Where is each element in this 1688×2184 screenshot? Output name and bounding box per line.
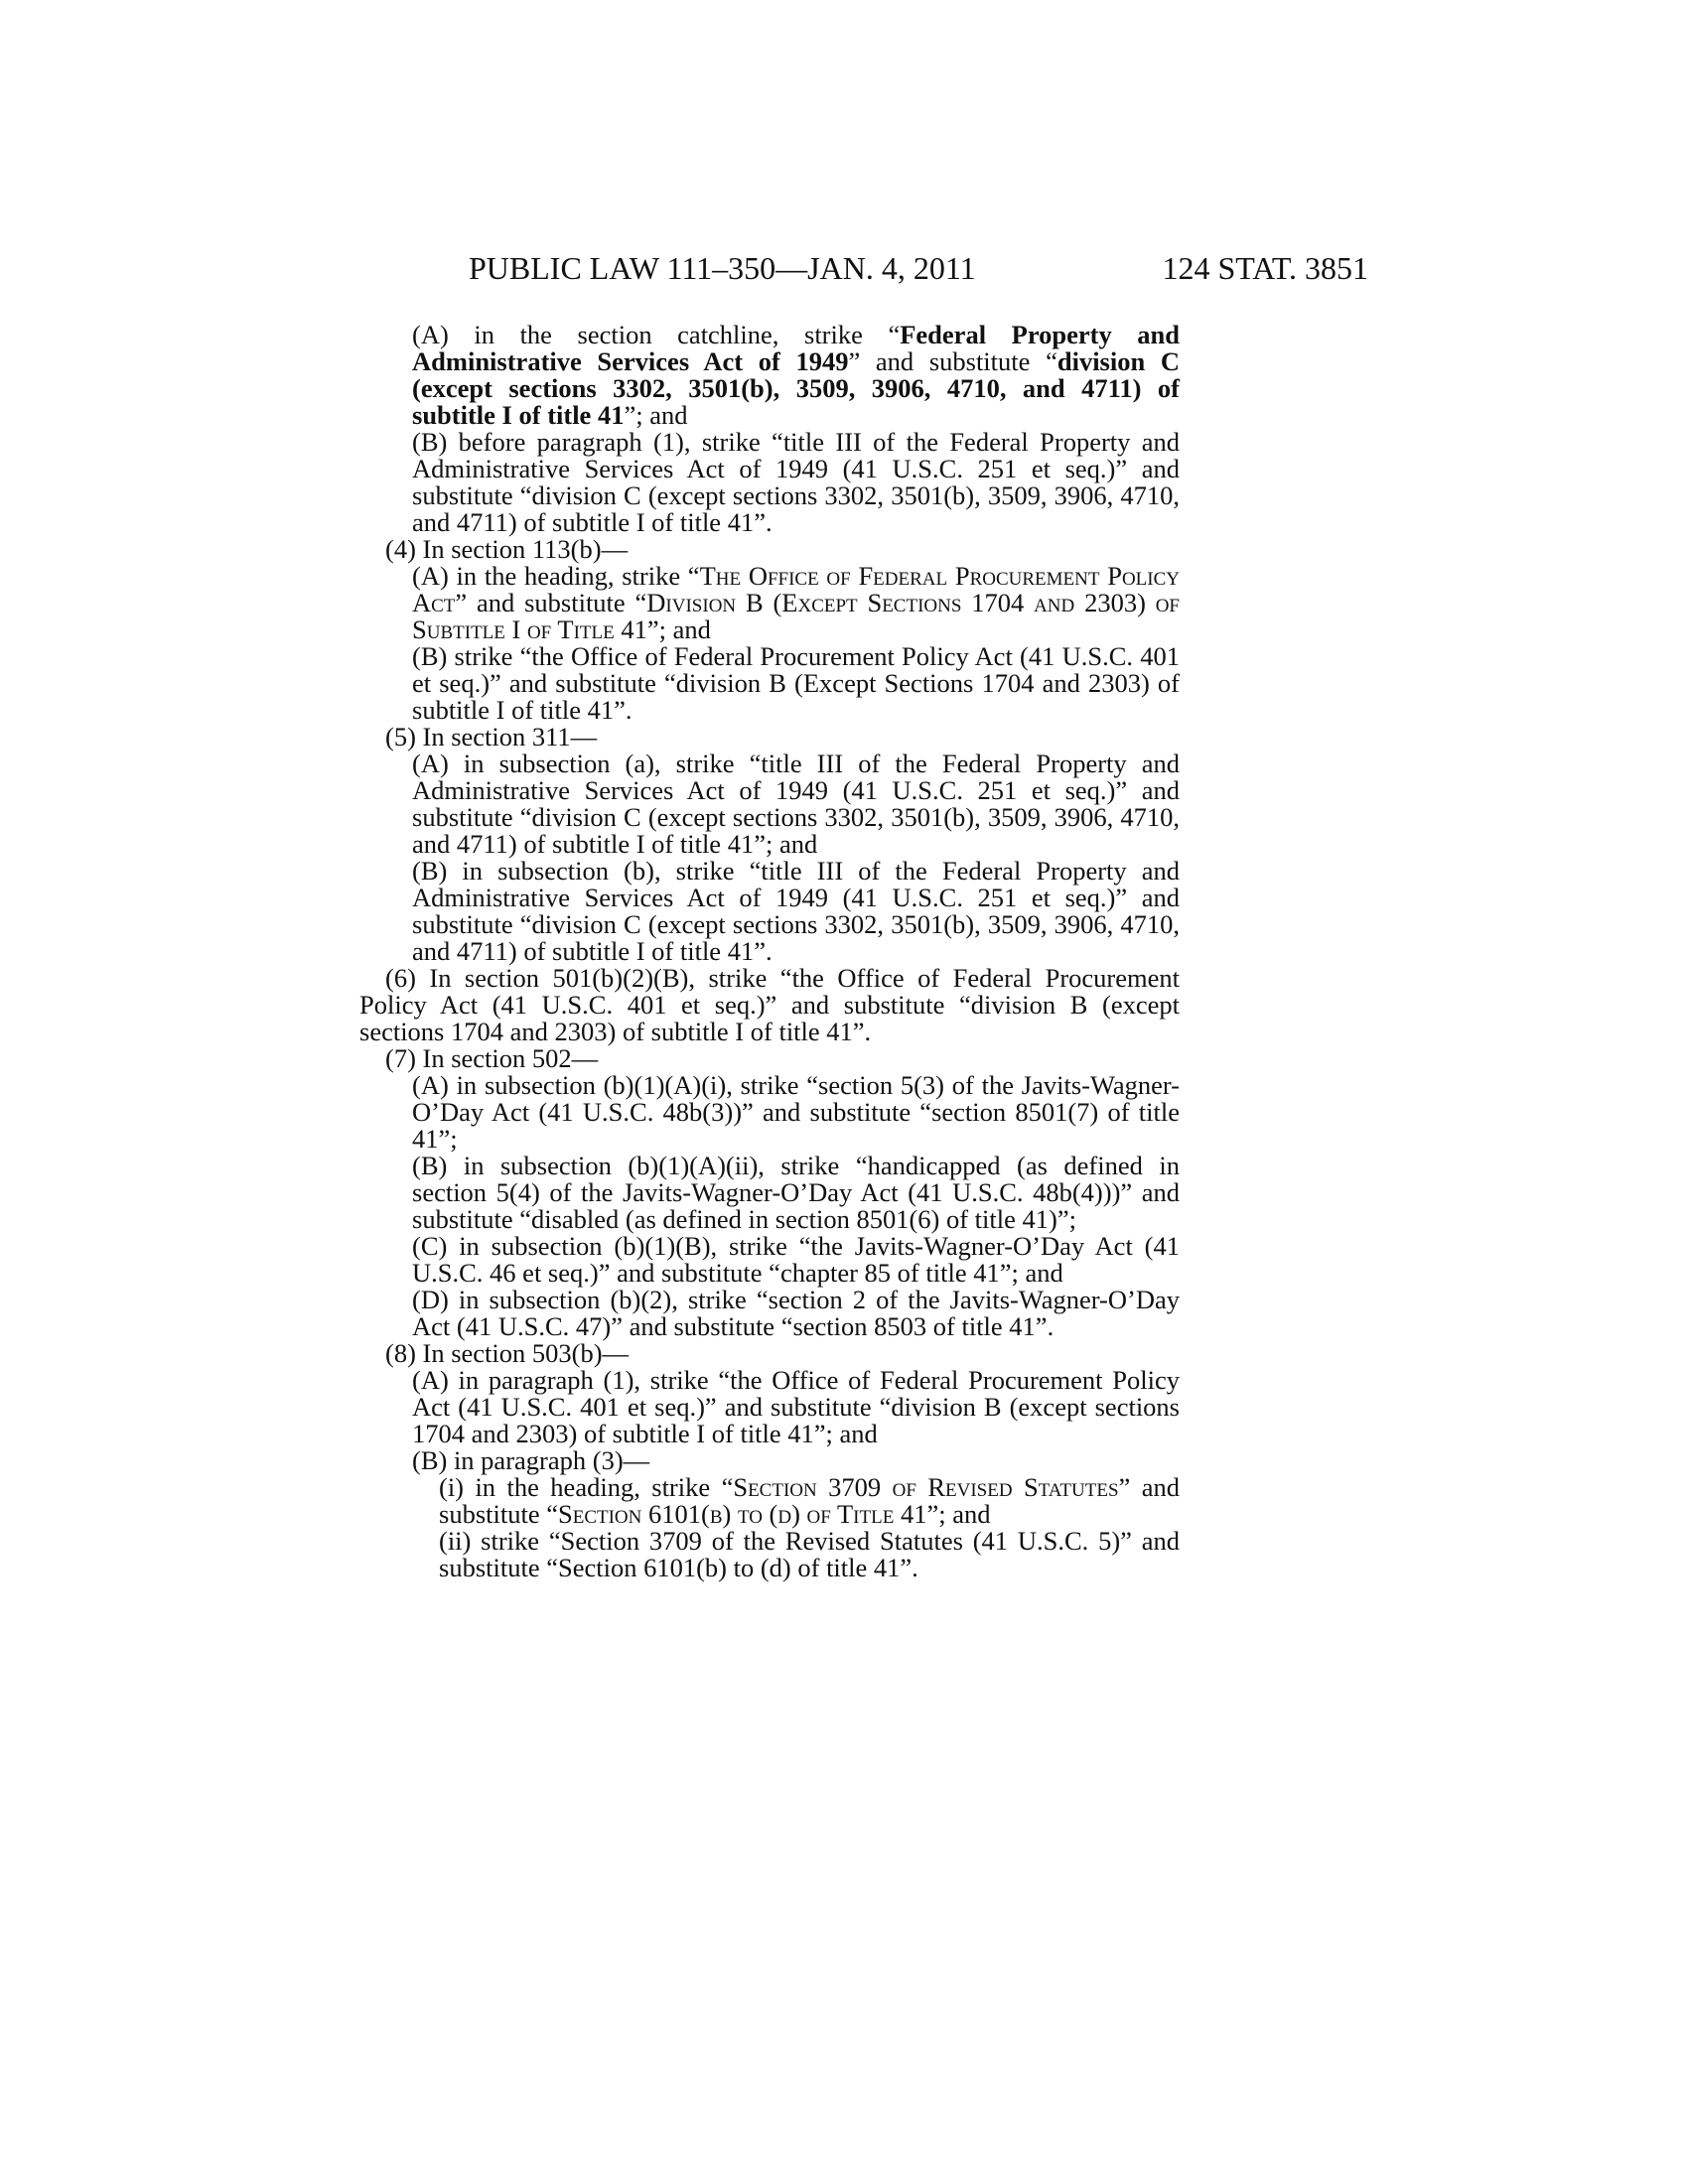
paragraph-7: (7) In section 502— <box>385 1043 599 1073</box>
paragraph-8-b-ii: (ii) strike “Section 3709 of the Revised Statutes (41 U.S.C. 5)” and substitute “Section 6101(b) to (d) of title 41”. <box>439 1526 1180 1582</box>
paragraph-8-b-i: (i) in the heading, strike “Section 3709 of Revised Statutes” and substitute “Section 6101(b) to (d) of Title 41”; and <box>439 1472 1180 1529</box>
paragraph-8: (8) In section 503(b)— <box>385 1338 630 1368</box>
document-body <box>359 322 1180 1581</box>
paragraph-6: (6) In section 501(b)(2)(B), strike “the Office of Federal Procurement Policy Act (41 U.S.C. 401 et seq.)” and substitute “division B (except sections 1704 and 2303) of subtitle I of title 41”. <box>359 963 1180 1046</box>
paragraph-5-a: (A) in subsection (a), strike “title III of the Federal Property and Administrative Services Act of 1949 (41 U.S.C. 251 et seq.)” and substitute “division C (except sections 3302, 3501(b), 3509, 3906, 4710, and 4711) of subtitle I of title 41”; and <box>412 749 1180 859</box>
paragraph-5: (5) In section 311— <box>385 722 598 751</box>
paragraph-7-d: (D) in subsection (b)(2), strike “section 2 of the Javits-Wagner-O’Day Act (41 U.S.C. 47)” and substitute “section 8503 of title 41”. <box>412 1285 1180 1341</box>
paragraph-5-b: (B) in subsection (b), strike “title III of the Federal Property and Administrative Services Act of 1949 (41 U.S.C. 251 et seq.)” and substitute “division C (except sections 3302, 3501(b), 3509, 3906, 4710, and 4711) of subtitle I of title 41”. <box>412 856 1180 966</box>
paragraph-4-a: (A) in the heading, strike “The Office of Federal Procurement Policy Act” and substitute “Division B (Except Sections 1704 and 2303) of Subtitle I of Title 41”; and <box>412 561 1181 644</box>
header-public-law: PUBLIC LAW 111–350—JAN. 4, 2011 <box>469 250 976 286</box>
paragraph-8-a: (A) in paragraph (1), strike “the Office of Federal Procurement Policy Act (41 U.S.C. 401 et seq.)” and substitute “division B (except sections 1704 and 2303) of subtitle I of title 41”; and <box>412 1365 1180 1448</box>
paragraph-7-c: (C) in subsection (b)(1)(B), strike “the Javits-Wagner-O’Day Act (41 U.S.C. 46 et seq.)” and substitute “chapter 85 of title 41”; and <box>412 1231 1180 1288</box>
paragraph-4: (4) In section 113(b)— <box>385 534 629 564</box>
paragraph-7-b: (B) in subsection (b)(1)(A)(ii), strike “handicapped (as defined in section 5(4) of the Javits-Wagner-O’Day Act (41 U.S.C. 48b(4)))” and substitute “disabled (as defined in section 8501(6) of title 41)”; <box>412 1151 1180 1234</box>
paragraph-3-a: (A) in the section catchline, strike “Federal Property and Administrative Services Act of 1949” and substitute “division C (except sections 3302, 3501(b), 3509, 3906, 4710, and 4711) of subtitle I of title 41”; and <box>412 320 1181 430</box>
paragraph-8-b: (B) in paragraph (3)— <box>412 1445 650 1475</box>
paragraph-3-b: (B) before paragraph (1), strike “title III of the Federal Property and Administrative Services Act of 1949 (41 U.S.C. 251 et seq.)” and substitute “division C (except sections 3302, 3501(b), 3509, 3906, 4710, and 4711) of subtitle I of title 41”. <box>412 427 1180 537</box>
paragraph-4-b: (B) strike “the Office of Federal Procurement Policy Act (41 U.S.C. 401 et seq.)” and substitute “division B (Except Sections 1704 and 2303) of subtitle I of title 41”. <box>412 641 1180 725</box>
paragraph-7-a: (A) in subsection (b)(1)(A)(i), strike “section 5(3) of the Javits-Wagner-O’Day Act (41 U.S.C. 48b(3))” and substitute “section 8501(7) of title 41”; <box>412 1070 1180 1154</box>
running-header <box>469 248 1368 288</box>
header-stat-page: 124 STAT. 3851 <box>1162 250 1368 286</box>
